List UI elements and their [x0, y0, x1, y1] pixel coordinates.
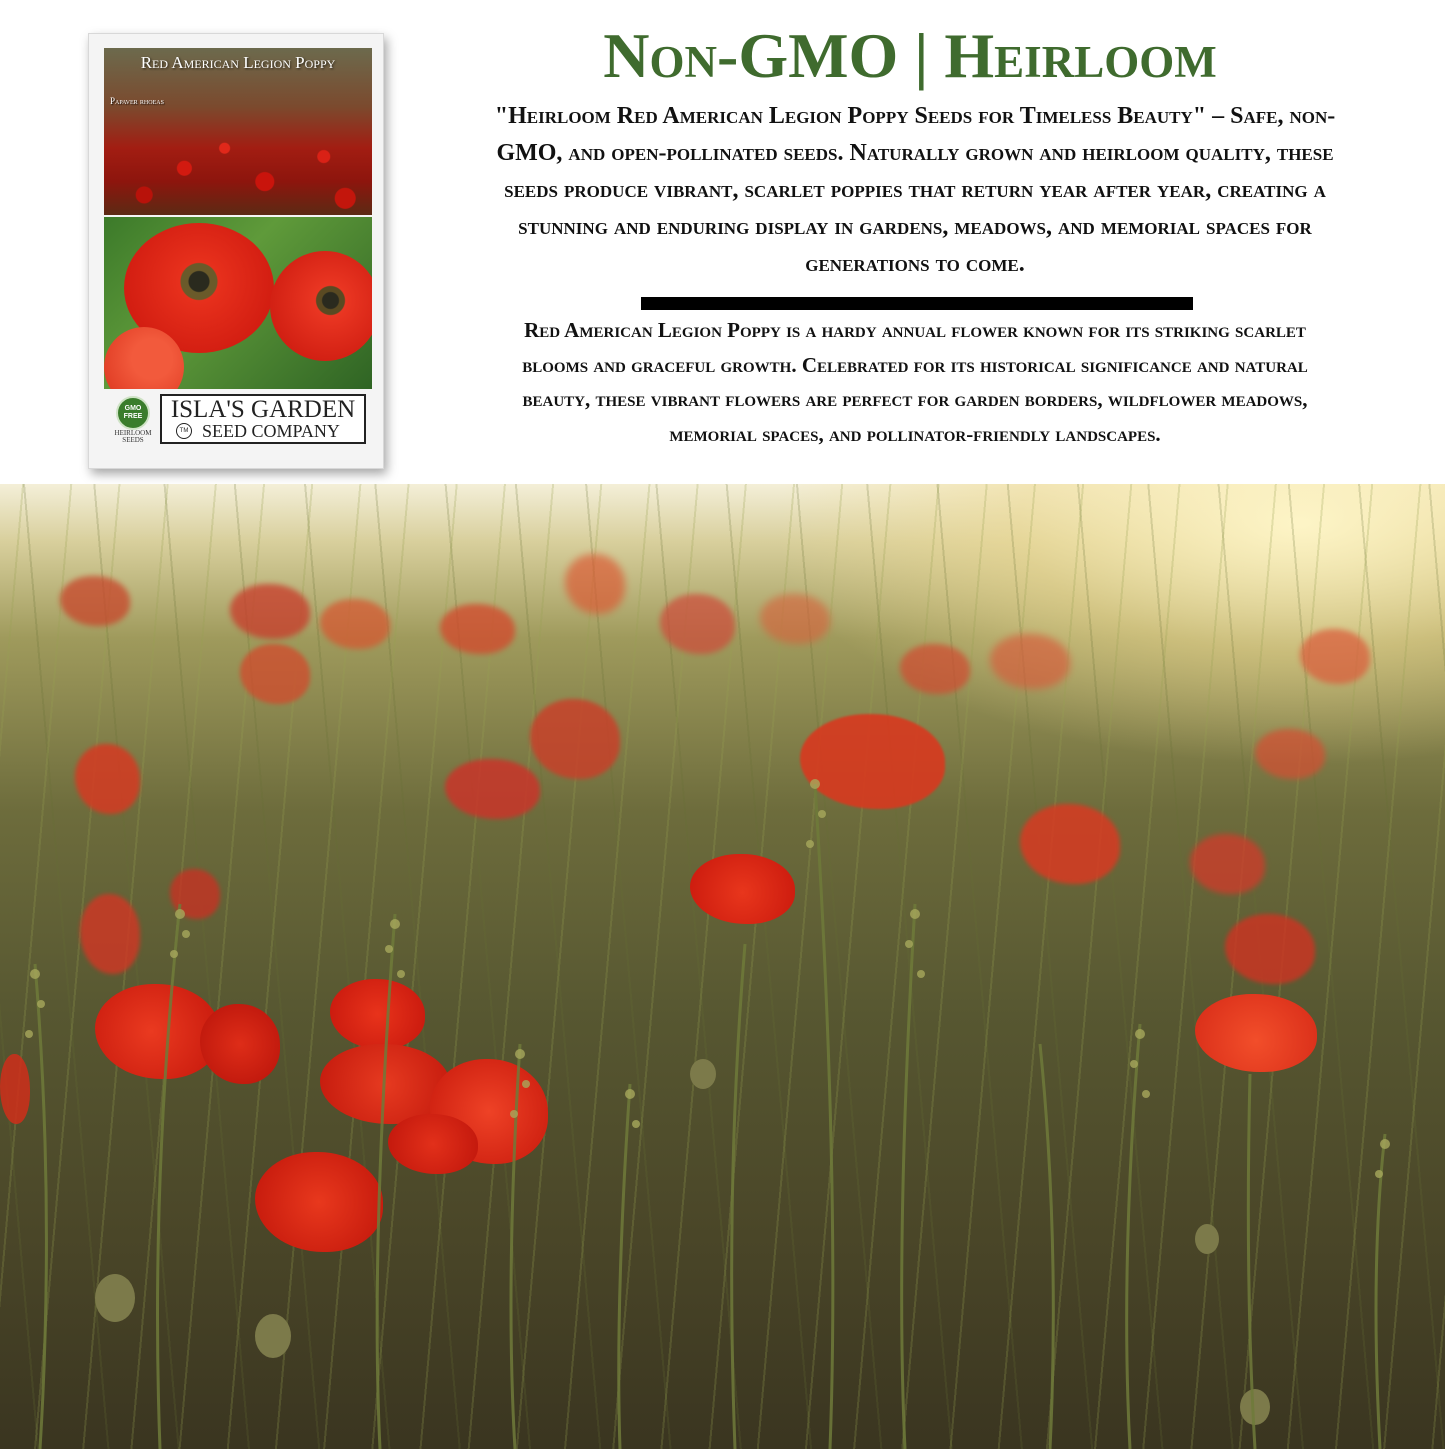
intro-paragraph: "Heirloom Red American Legion Poppy Seeds for Timeless Beauty" – Safe, non-GMO, and open-pollinated seeds. Naturally grown and heirloom quality, these seeds produce vibrant, scarlet poppies that return year after year, creating a stunning and enduring display in gardens, meadows, and memorial spaces for generations to come.: [494, 103, 1336, 277]
packet-poppy-field-photo: [104, 48, 372, 215]
brand-name: ISLA'S GARDEN: [170, 396, 356, 423]
divider-bar: [641, 297, 1193, 310]
packet-title: Red American Legion Poppy: [140, 53, 336, 72]
packet-poppy-closeup-photo: [104, 217, 372, 389]
foreground-stems: [0, 484, 1445, 1449]
seed-packet-image: [88, 33, 384, 469]
trademark-icon: TM: [176, 423, 192, 439]
poppy-field-photo: [0, 484, 1445, 1449]
brand-logo: [160, 394, 366, 444]
gmo-free-badge: [108, 394, 154, 452]
packet-latin-name: Papaver rhoeas: [110, 96, 164, 106]
headline: Non-GMO | Heirloom: [603, 20, 1217, 91]
brand-subtitle: SEED COMPANY: [202, 421, 340, 441]
heirloom-seeds-caption: HEIRLOOM SEEDS: [114, 429, 152, 444]
description-paragraph: Red American Legion Poppy is a hardy annual flower known for its striking scarlet blooms and graceful growth. Celebrated for its historical significance and natural beauty, these vibrant flowers are perfect for garden borders, wildflower meadows, memorial spaces, and pollinator-friendly landscapes.: [522, 318, 1308, 446]
gmo-free-icon: GMO FREE: [116, 396, 150, 430]
packet-logo-row: [104, 394, 372, 452]
